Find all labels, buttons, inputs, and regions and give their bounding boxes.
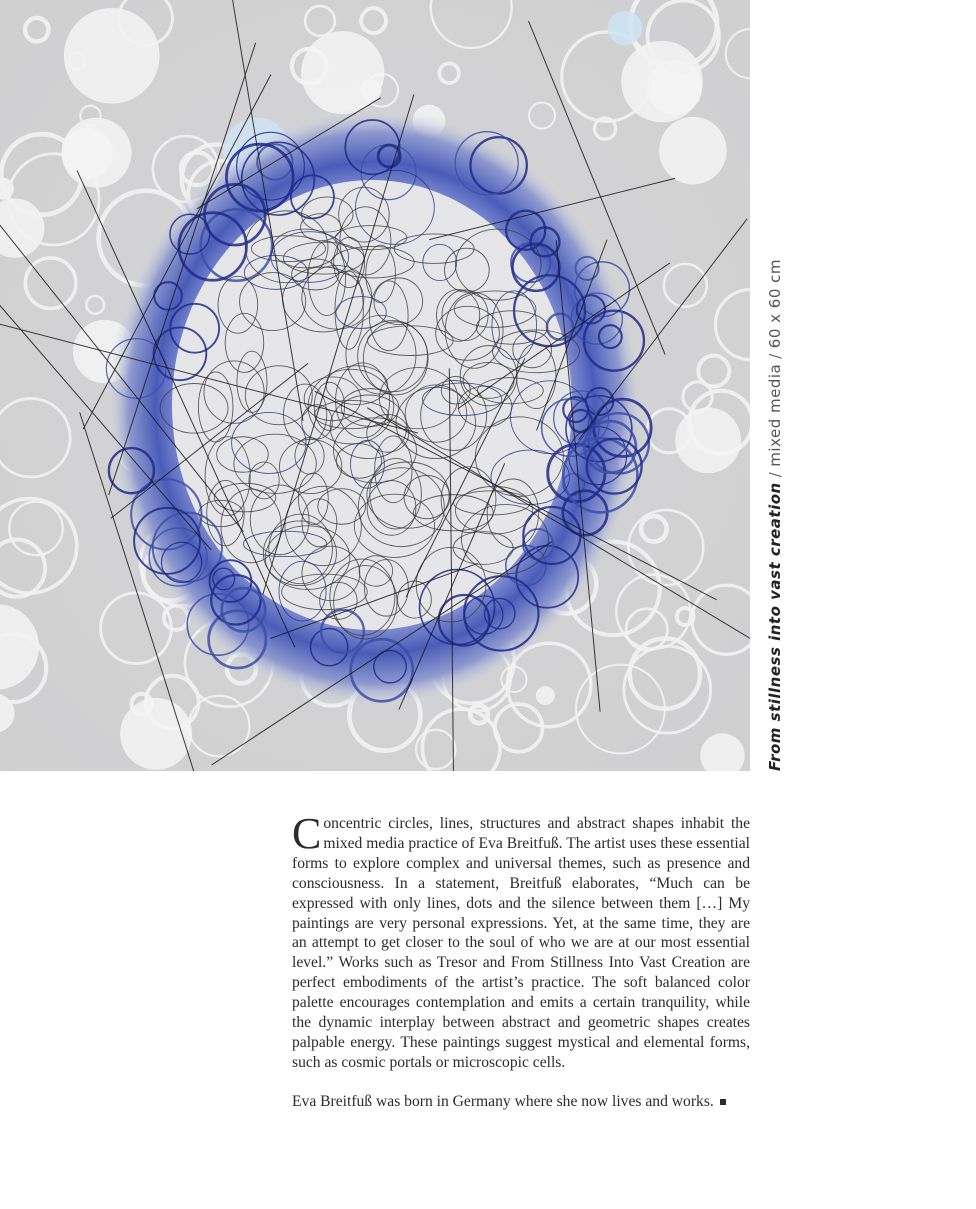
end-mark-icon: [720, 1099, 726, 1105]
bg-circle: [64, 8, 160, 104]
bg-circle: [62, 128, 113, 179]
artwork-caption: [766, 259, 784, 771]
article-paragraph-1: [292, 809, 750, 1073]
paragraph-2-text: Eva Breitfuß was born in Germany where she now lives and works.: [292, 1092, 714, 1110]
article-paragraph-2: [292, 1092, 750, 1112]
bg-circle: [659, 117, 727, 185]
bg-circle: [675, 407, 741, 473]
bg-circle: [608, 11, 643, 46]
artwork-medium: mixed media: [766, 363, 784, 467]
bg-circle: [301, 31, 384, 114]
artwork-dimensions: 60 x 60 cm: [766, 258, 784, 349]
artwork-image: [0, 0, 750, 771]
caption-separator: /: [766, 471, 784, 478]
article-body: [292, 809, 750, 1112]
bg-circle: [536, 686, 555, 705]
artwork-title: From stillness into vast creation: [766, 482, 784, 771]
caption-separator-2: /: [766, 353, 784, 359]
artwork-painting: [0, 0, 750, 771]
bg-circle: [120, 698, 192, 770]
drop-cap: C: [292, 809, 322, 858]
paragraph-1-text: oncentric circles, lines, structures and abstract shapes inhabit the mixed media practice of Eva Breitfuß. The artist uses these essential forms to explore complex and universal themes, such as presence and consciousness. In a statement, Breitfuß elaborates, “Much can be expressed with only lines, dots and the silence between them […] My paintings are very personal expressions. Yet, at the same time, they are an attempt to get closer to the soul of who we are at our most essential level.” Works such as Tresor and From Stillness Into Vast Creation are perfect embodiments of the artist’s practice. The soft balanced color palette encourages contemplation and emits a certain tranquility, while the dynamic interplay between abstract and geometric shapes creates palpable energy. These paintings suggest mystical and elemental forms, such as cosmic portals or microscopic cells.: [292, 815, 750, 1071]
